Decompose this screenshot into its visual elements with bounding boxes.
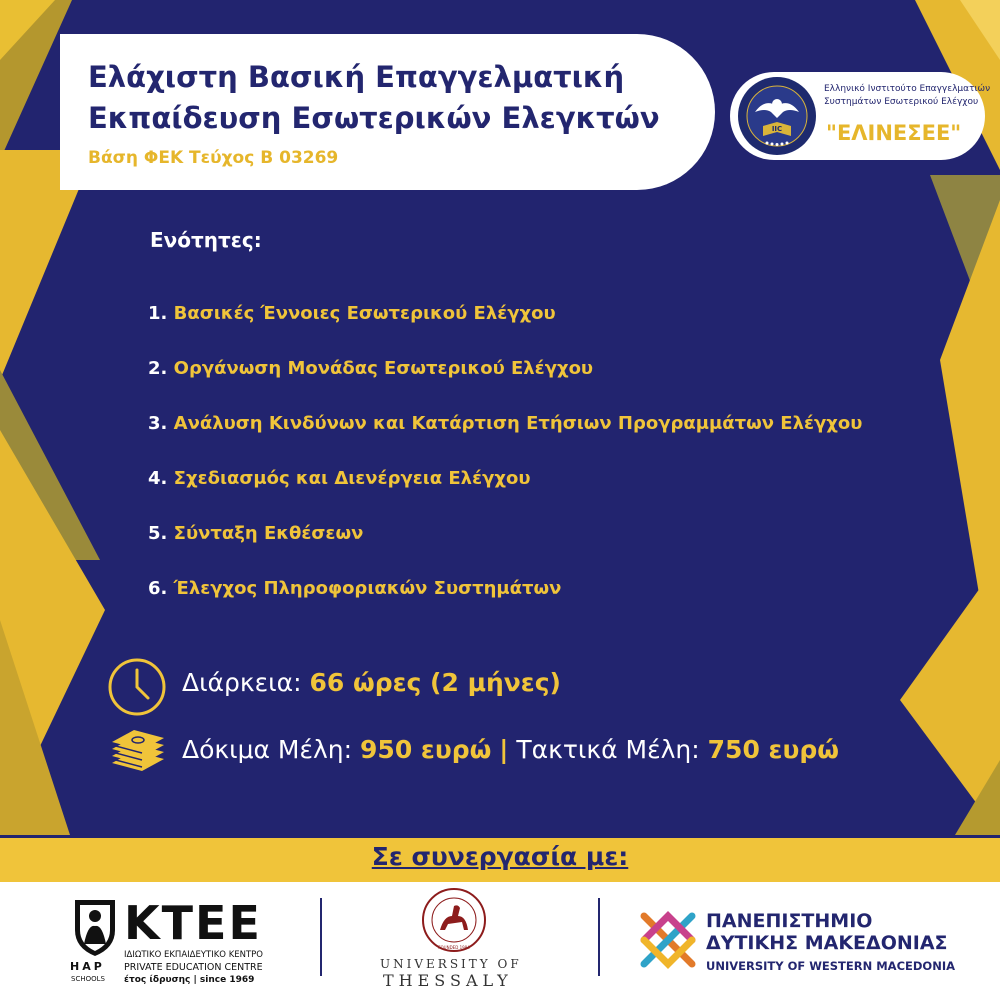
module-title: Σύνταξη Εκθέσεων bbox=[173, 523, 364, 544]
probationary-label: Δόκιμα Μέλη: bbox=[182, 735, 353, 764]
thessaly-line-2: THESSALY bbox=[383, 971, 513, 990]
institute-acronym: "ΕΛΙΝΕΣΕΕ" bbox=[826, 121, 962, 145]
duration-label: Διάρκεια: bbox=[182, 668, 302, 697]
institute-seal-icon bbox=[737, 76, 817, 156]
module-item-6 bbox=[148, 578, 561, 599]
probationary-price: 950 ευρώ bbox=[360, 735, 492, 764]
sections-label: Ενότητες: bbox=[150, 228, 262, 252]
module-item-2 bbox=[148, 358, 593, 379]
module-number: 6. bbox=[148, 578, 168, 599]
price-separator: | bbox=[499, 735, 509, 764]
clock-icon bbox=[106, 656, 168, 718]
ktee-name: KTEE bbox=[124, 896, 262, 950]
ktee-shield-icon bbox=[70, 896, 120, 958]
partner-divider bbox=[320, 898, 322, 976]
module-number: 4. bbox=[148, 468, 168, 489]
pricing-line bbox=[182, 735, 839, 764]
module-number: 2. bbox=[148, 358, 168, 379]
uowm-knot-icon bbox=[636, 908, 700, 972]
module-item-4 bbox=[148, 468, 530, 489]
uowm-line-3: UNIVERSITY OF WESTERN MACEDONIA bbox=[706, 959, 955, 973]
regular-label: Τακτικά Μέλη: bbox=[516, 735, 700, 764]
module-title: Σχεδιασμός και Διενέργεια Ελέγχου bbox=[173, 468, 531, 489]
uowm-line-1: ΠΑΝΕΠΙΣΤΗΜΙΟ bbox=[706, 910, 873, 932]
money-stack-icon bbox=[106, 723, 168, 775]
ktee-greek: ΙΔΙΩΤΙΚΟ ΕΚΠΑΙΔΕΥΤΙΚΟ ΚΕΝΤΡΟ bbox=[124, 950, 264, 960]
ktee-founded: έτος ίδρυσης | since 1969 bbox=[124, 975, 255, 985]
title-line-1: Ελάχιστη Βασική Επαγγελματική bbox=[88, 60, 625, 94]
uowm-line-2: ΔΥΤΙΚΗΣ ΜΑΚΕΔΟΝΙΑΣ bbox=[706, 932, 948, 954]
module-title: Ανάλυση Κινδύνων και Κατάρτιση Ετήσιων Προγραμμάτων Ελέγχου bbox=[173, 413, 863, 434]
title-line-2: Εκπαίδευση Εσωτερικών Ελεγκτών bbox=[88, 101, 660, 135]
module-title: Βασικές Έννοιες Εσωτερικού Ελέγχου bbox=[173, 303, 556, 324]
duration-value: 66 ώρες (2 μήνες) bbox=[309, 668, 561, 697]
thessaly-seal-icon bbox=[418, 886, 490, 954]
partner-divider bbox=[598, 898, 600, 976]
module-title: Οργάνωση Μονάδας Εσωτερικού Ελέγχου bbox=[173, 358, 594, 379]
module-item-5 bbox=[148, 523, 363, 544]
module-number: 5. bbox=[148, 523, 168, 544]
institute-name-line-2: Συστημάτων Εσωτερικού Ελέγχου bbox=[824, 97, 979, 107]
module-item-1 bbox=[148, 303, 556, 324]
module-number: 3. bbox=[148, 413, 168, 434]
subtitle: Βάση ΦΕΚ Τεύχος Β 03269 bbox=[88, 148, 339, 168]
module-title: Έλεγχος Πληροφοριακών Συστημάτων bbox=[173, 578, 562, 599]
collaboration-label: Σε συνεργασία με: bbox=[371, 842, 629, 871]
module-item-3 bbox=[148, 413, 862, 434]
thessaly-line-1: UNIVERSITY OF bbox=[380, 957, 522, 971]
regular-price: 750 ευρώ bbox=[707, 735, 839, 764]
svg-text:FOUNDED 1984: FOUNDED 1984 bbox=[438, 945, 470, 950]
ktee-schools: SCHOOLS bbox=[71, 975, 105, 983]
ktee-hap: HAP bbox=[70, 960, 105, 973]
ktee-english: PRIVATE EDUCATION CENTRE bbox=[124, 962, 263, 973]
duration-line bbox=[182, 668, 561, 697]
module-number: 1. bbox=[148, 303, 168, 324]
svg-text:IIC: IIC bbox=[771, 125, 783, 133]
institute-name-line-1: Ελληνικό Ινστιτούτο Επαγγελματιών bbox=[824, 84, 991, 94]
